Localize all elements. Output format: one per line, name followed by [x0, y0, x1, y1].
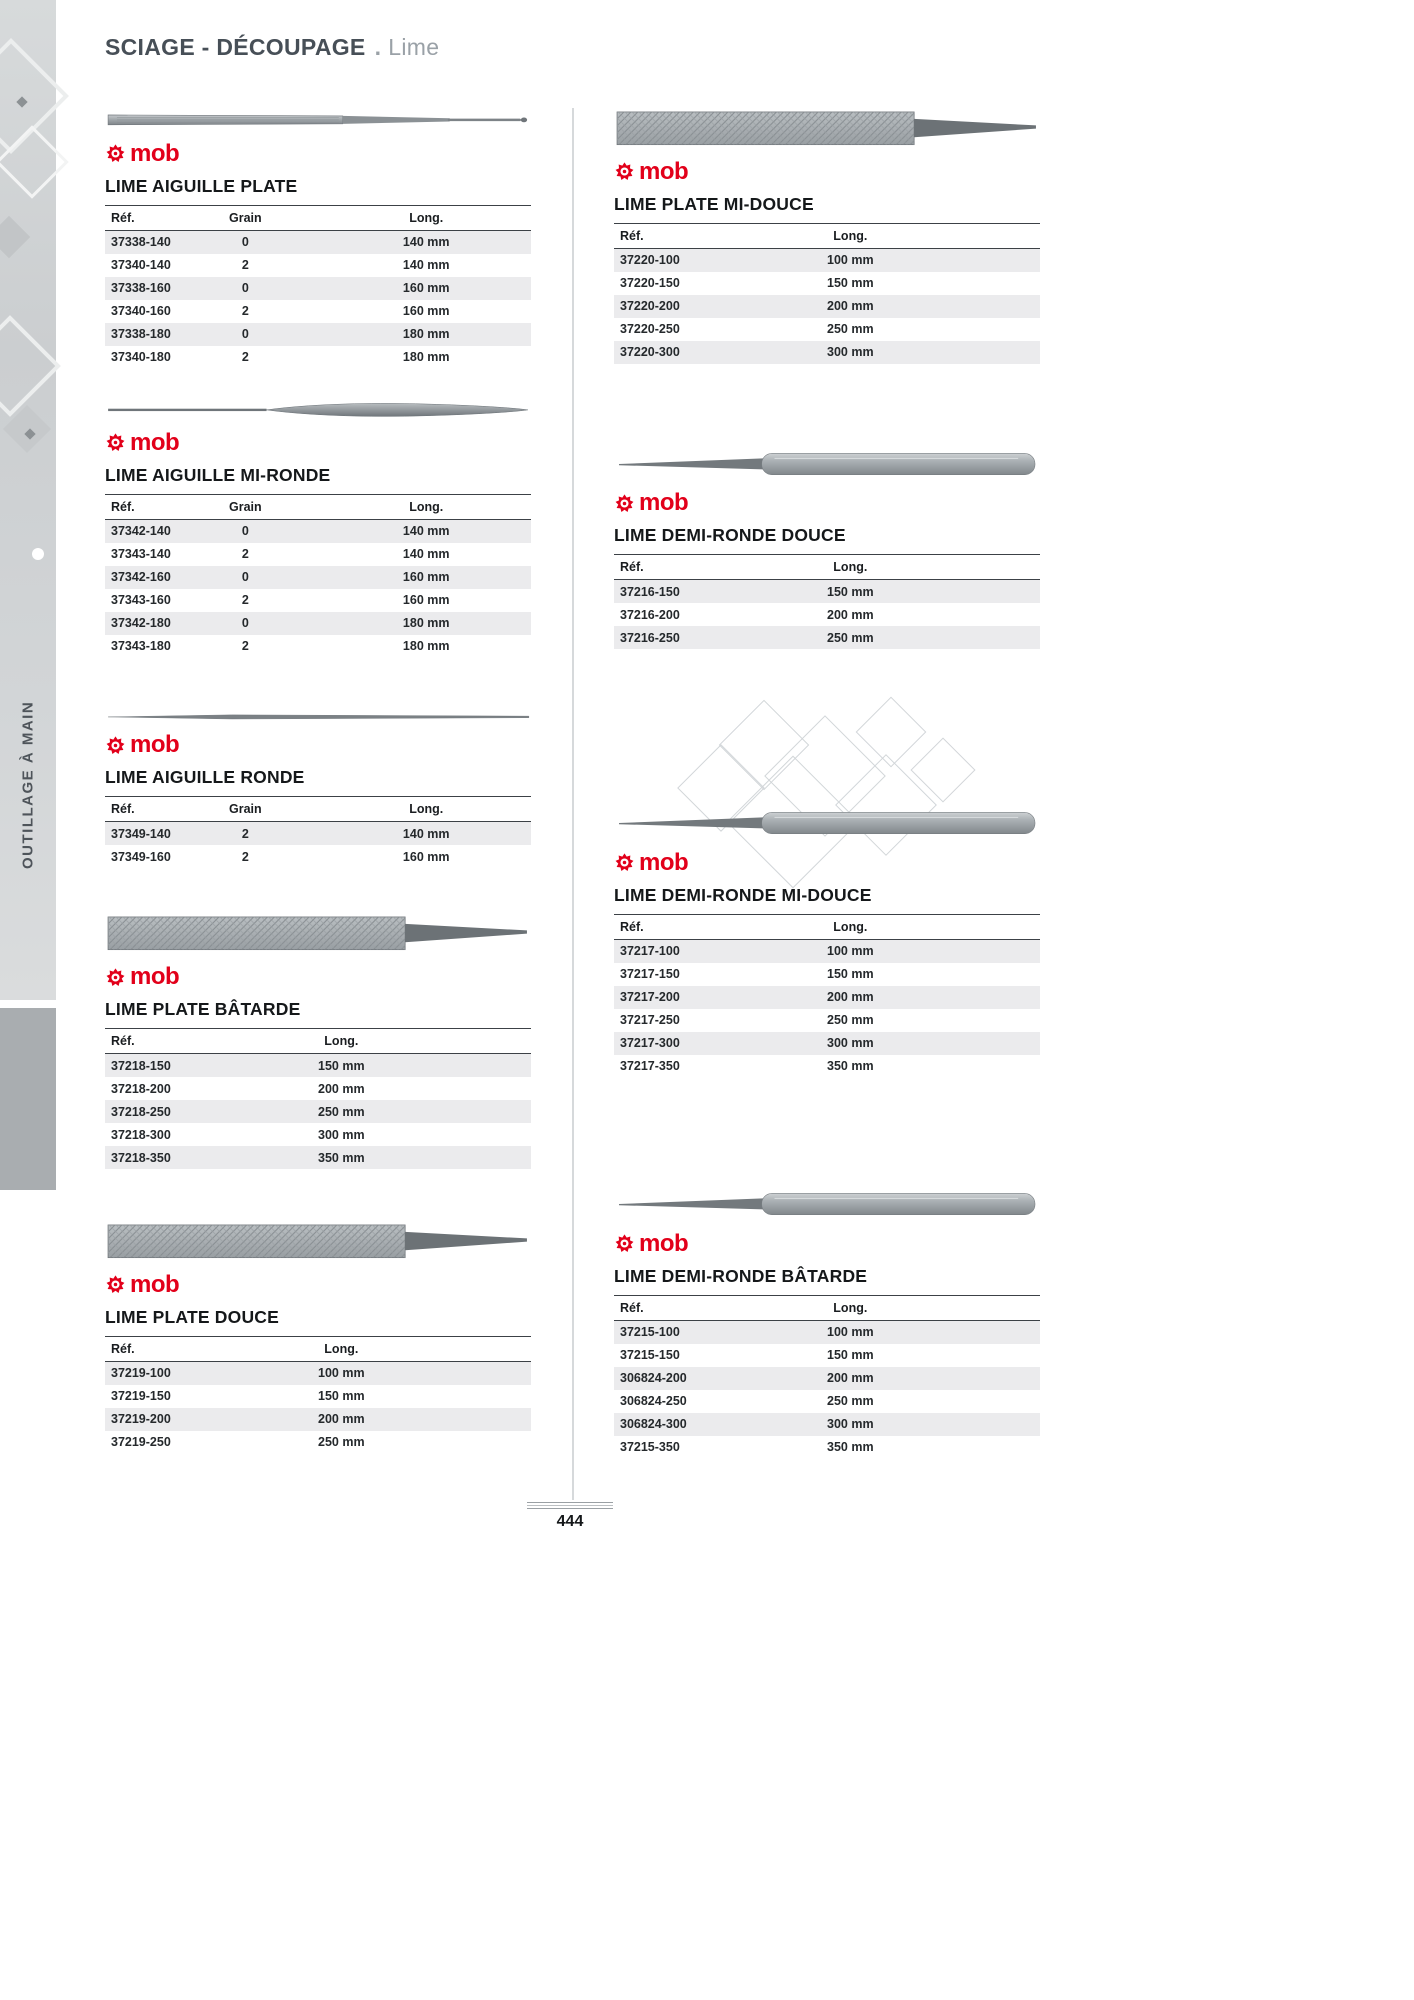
gear-icon — [614, 493, 635, 514]
product-section-left-2 — [105, 399, 531, 658]
table-row — [105, 589, 531, 612]
table-row — [614, 580, 1040, 604]
spec-table — [614, 1295, 1040, 1459]
length-cell: 100 mm — [827, 944, 874, 959]
length-cell: 200 mm — [827, 990, 874, 1005]
length-cell: 200 mm — [318, 1412, 365, 1427]
brand-name: mob — [639, 1229, 689, 1257]
product-image-wrap — [105, 399, 531, 421]
ref-cell: 37218-250 — [111, 1104, 171, 1119]
length-cell: 200 mm — [827, 299, 874, 314]
page-header — [105, 34, 439, 61]
product-image-flat-file — [105, 913, 531, 955]
table-row — [105, 845, 531, 868]
product-section-left-1 — [105, 108, 531, 369]
ref-cell: 37343-140 — [111, 547, 171, 562]
ref-cell: 37342-180 — [111, 616, 171, 631]
ref-cell: 37217-350 — [620, 1059, 680, 1074]
table-row — [105, 543, 531, 566]
length-cell: 100 mm — [318, 1366, 365, 1381]
column-header-grain: Grain — [203, 797, 287, 822]
length-cell: 300 mm — [318, 1127, 365, 1142]
ref-cell: 37342-160 — [111, 570, 171, 585]
table-row — [105, 1385, 531, 1408]
table-row — [105, 277, 531, 300]
circle-decor — [32, 548, 44, 560]
length-cell: 160 mm — [402, 304, 450, 319]
column-header-long: Long. — [754, 914, 1040, 939]
section-title: LIME AIGUILLE MI-RONDE — [105, 464, 331, 485]
ref-cell: 37218-350 — [111, 1150, 171, 1165]
column-header-long: Long. — [754, 555, 1040, 580]
ref-cell: 306824-250 — [620, 1394, 687, 1409]
ref-cell: 37220-300 — [620, 345, 680, 360]
gear-icon — [105, 143, 126, 164]
table-row — [105, 1123, 531, 1146]
page-number: 444 — [556, 1513, 584, 1530]
gear-icon — [105, 1274, 126, 1295]
gear-icon — [614, 852, 635, 873]
gear-icon — [105, 967, 126, 988]
table-row — [614, 603, 1040, 626]
mob-logo — [105, 428, 531, 456]
table-header-row — [105, 494, 531, 519]
table-row — [105, 346, 531, 369]
table-row — [105, 519, 531, 543]
ref-cell: 37343-180 — [111, 639, 171, 654]
footer-lines-decor — [527, 1502, 613, 1509]
product-image-needle-half-round — [105, 399, 531, 421]
spec-table — [105, 1336, 531, 1454]
ref-cell: 37218-200 — [111, 1081, 171, 1096]
mob-logo — [614, 848, 1040, 876]
ref-cell: 37220-200 — [620, 299, 680, 314]
length-cell: 180 mm — [402, 327, 450, 342]
length-cell: 350 mm — [827, 1059, 874, 1074]
table-header-row — [105, 1336, 531, 1361]
section-title: LIME AIGUILLE PLATE — [105, 175, 298, 196]
length-cell: 250 mm — [318, 1104, 365, 1119]
length-cell: 300 mm — [827, 345, 874, 360]
column-header-ref: Réf. — [105, 797, 203, 822]
column-header-long: Long. — [245, 1336, 531, 1361]
mob-logo — [105, 733, 531, 757]
length-cell: 300 mm — [827, 1036, 874, 1051]
grain-cell: 0 — [241, 524, 249, 539]
table-row — [614, 1055, 1040, 1078]
spec-table — [105, 796, 531, 868]
brand-name: mob — [130, 731, 180, 759]
column-header-ref: Réf. — [105, 205, 203, 230]
column-header-long: Long. — [287, 797, 531, 822]
length-cell: 250 mm — [827, 322, 874, 337]
table-row — [614, 626, 1040, 649]
spec-table — [614, 914, 1040, 1078]
column-header-grain: Grain — [203, 205, 287, 230]
table-row — [105, 635, 531, 658]
ref-cell: 37340-160 — [111, 304, 171, 319]
column-header-ref: Réf. — [105, 494, 203, 519]
length-cell: 250 mm — [318, 1435, 365, 1450]
table-row — [614, 248, 1040, 272]
length-cell: 150 mm — [827, 1348, 874, 1363]
grain-cell: 0 — [241, 570, 249, 585]
ref-cell: 37215-350 — [620, 1440, 680, 1455]
product-section-right-2 — [614, 446, 1040, 650]
table-row — [614, 1320, 1040, 1344]
product-section-right-1 — [614, 108, 1040, 364]
brand-name: mob — [130, 428, 180, 456]
section-title: LIME AIGUILLE RONDE — [105, 767, 305, 788]
column-header-ref: Réf. — [614, 555, 754, 580]
length-cell: 250 mm — [827, 1013, 874, 1028]
table-row — [105, 1431, 531, 1454]
ref-cell: 37338-160 — [111, 281, 171, 296]
product-image-half-round-file — [614, 1186, 1040, 1222]
page-subtitle: Lime — [388, 34, 440, 60]
page-footer — [495, 1502, 645, 1531]
grain-cell: 2 — [241, 258, 249, 273]
column-header-long: Long. — [245, 1029, 531, 1054]
length-cell: 200 mm — [827, 1371, 874, 1386]
table-header-row — [614, 223, 1040, 248]
length-cell: 200 mm — [827, 607, 874, 622]
table-row — [105, 323, 531, 346]
mob-logo — [105, 965, 531, 989]
table-row — [614, 963, 1040, 986]
ref-cell: 37219-200 — [111, 1412, 171, 1427]
ref-cell: 37220-250 — [620, 322, 680, 337]
table-row — [614, 1032, 1040, 1055]
table-row — [614, 295, 1040, 318]
mob-logo — [614, 491, 1040, 515]
length-cell: 350 mm — [827, 1440, 874, 1455]
ref-cell: 37216-150 — [620, 584, 680, 599]
length-cell: 150 mm — [827, 584, 874, 599]
product-section-left-4 — [105, 913, 531, 1169]
mob-logo — [614, 1229, 1040, 1257]
brand-name: mob — [130, 963, 180, 990]
length-cell: 200 mm — [318, 1081, 365, 1096]
section-title: LIME DEMI-RONDE DOUCE — [614, 525, 846, 546]
ref-cell: 37215-150 — [620, 1348, 680, 1363]
table-row — [105, 1054, 531, 1078]
column-header-ref: Réf. — [105, 1336, 245, 1361]
table-row — [105, 612, 531, 635]
ref-cell: 37216-250 — [620, 630, 680, 645]
column-header-ref: Réf. — [614, 223, 754, 248]
length-cell: 160 mm — [402, 593, 450, 608]
mob-logo — [105, 1270, 531, 1298]
section-title: LIME PLATE MI-DOUCE — [614, 193, 814, 214]
table-row — [614, 1009, 1040, 1032]
product-image-needle-flat — [105, 108, 531, 132]
length-cell: 150 mm — [318, 1058, 365, 1073]
table-header-row — [105, 205, 531, 230]
brand-name: mob — [130, 1270, 180, 1298]
table-row — [614, 341, 1040, 364]
length-cell: 140 mm — [402, 524, 450, 539]
table-row — [614, 1367, 1040, 1390]
product-image-flat-file — [105, 1221, 531, 1263]
mob-logo — [105, 139, 531, 167]
column-header-long: Long. — [754, 1295, 1040, 1320]
left-column — [105, 108, 531, 1500]
length-cell: 140 mm — [402, 826, 450, 841]
length-cell: 150 mm — [827, 276, 874, 291]
table-row — [105, 1077, 531, 1100]
table-row — [105, 1408, 531, 1431]
table-row — [105, 254, 531, 277]
column-header-ref: Réf. — [105, 1029, 245, 1054]
ref-cell: 37217-150 — [620, 967, 680, 982]
grain-cell: 2 — [241, 547, 249, 562]
grain-cell: 2 — [241, 849, 249, 864]
column-header-ref: Réf. — [614, 1295, 754, 1320]
product-image-wrap — [614, 805, 1040, 841]
brand-name: mob — [130, 139, 180, 167]
section-title: LIME DEMI-RONDE BÂTARDE — [614, 1265, 868, 1286]
product-image-wrap — [105, 913, 531, 955]
product-image-wrap — [614, 446, 1040, 482]
product-section-left-5 — [105, 1221, 531, 1454]
table-row — [614, 272, 1040, 295]
product-image-wrap — [105, 1221, 531, 1263]
grain-cell: 2 — [241, 593, 249, 608]
gear-icon — [105, 432, 126, 453]
product-image-flat-file — [614, 108, 1040, 150]
product-image-half-round-file — [614, 805, 1040, 841]
table-row — [105, 566, 531, 589]
column-header-long: Long. — [287, 205, 531, 230]
spec-table — [105, 1028, 531, 1169]
ref-cell: 37217-200 — [620, 990, 680, 1005]
ref-cell: 37220-150 — [620, 276, 680, 291]
ref-cell: 37338-180 — [111, 327, 171, 342]
length-cell: 100 mm — [827, 253, 874, 268]
product-image-half-round-file — [614, 446, 1040, 482]
ref-cell: 37217-250 — [620, 1013, 680, 1028]
length-cell: 180 mm — [402, 639, 450, 654]
length-cell: 140 mm — [402, 547, 450, 562]
table-row — [614, 1413, 1040, 1436]
product-section-right-3 — [614, 705, 1040, 1078]
table-row — [614, 1436, 1040, 1459]
grain-cell: 0 — [241, 281, 249, 296]
table-header-row — [614, 1295, 1040, 1320]
category-vertical-label: OUTILLAGE À MAIN — [19, 700, 37, 870]
table-row — [105, 1100, 531, 1123]
ref-cell: 306824-300 — [620, 1417, 687, 1432]
ref-cell: 306824-200 — [620, 1371, 687, 1386]
ref-cell: 37342-140 — [111, 524, 171, 539]
spec-table — [105, 205, 531, 369]
section-title: LIME PLATE BÂTARDE — [105, 999, 301, 1019]
page-title: SCIAGE - DÉCOUPAGE — [105, 34, 366, 60]
product-image-wrap — [614, 108, 1040, 150]
gear-icon — [614, 1233, 635, 1254]
brand-name: mob — [639, 848, 689, 876]
length-cell: 350 mm — [318, 1150, 365, 1165]
length-cell: 180 mm — [402, 616, 450, 631]
ref-cell: 37220-100 — [620, 253, 680, 268]
brand-name: mob — [639, 489, 689, 517]
ref-cell: 37219-250 — [111, 1435, 171, 1450]
column-header-grain: Grain — [203, 494, 287, 519]
content — [105, 108, 1040, 1500]
column-header-long: Long. — [287, 494, 531, 519]
product-image-wrap — [105, 710, 531, 724]
ref-cell: 37343-160 — [111, 593, 171, 608]
length-cell: 300 mm — [827, 1417, 874, 1432]
product-section-left-3 — [105, 710, 531, 869]
spec-table — [614, 223, 1040, 364]
length-cell: 160 mm — [402, 570, 450, 585]
length-cell: 250 mm — [827, 630, 874, 645]
product-image-wrap — [105, 108, 531, 132]
brand-name: mob — [639, 157, 689, 185]
length-cell: 100 mm — [827, 1325, 874, 1340]
grain-cell: 2 — [241, 350, 249, 365]
ref-cell: 37338-140 — [111, 235, 171, 250]
header-separator: . — [374, 34, 382, 60]
grain-cell: 2 — [241, 826, 249, 841]
product-section-right-4 — [614, 1186, 1040, 1459]
length-cell: 250 mm — [827, 1394, 874, 1409]
grain-cell: 0 — [241, 616, 249, 631]
grain-cell: 2 — [241, 639, 249, 654]
ref-cell: 37219-150 — [111, 1389, 171, 1404]
ref-cell: 37216-200 — [620, 607, 680, 622]
length-cell: 150 mm — [318, 1389, 365, 1404]
ref-cell: 37349-160 — [111, 849, 171, 864]
table-row — [105, 1361, 531, 1385]
grain-cell: 2 — [241, 304, 249, 319]
ref-cell: 37217-300 — [620, 1036, 680, 1051]
table-row — [105, 822, 531, 846]
length-cell: 140 mm — [402, 235, 450, 250]
table-row — [105, 300, 531, 323]
grain-cell: 0 — [241, 327, 249, 342]
table-row — [614, 986, 1040, 1009]
spec-table — [614, 554, 1040, 649]
product-image-needle-round — [105, 710, 531, 724]
length-cell: 160 mm — [402, 849, 450, 864]
gear-icon — [105, 735, 126, 756]
table-row — [614, 1390, 1040, 1413]
ref-cell: 37340-140 — [111, 258, 171, 273]
section-title: LIME PLATE DOUCE — [105, 1306, 279, 1327]
ref-cell: 37217-100 — [620, 944, 680, 959]
spec-table — [105, 494, 531, 658]
table-header-row — [105, 1029, 531, 1054]
table-header-row — [614, 914, 1040, 939]
ref-cell: 37349-140 — [111, 826, 171, 841]
product-image-wrap — [614, 1186, 1040, 1222]
grain-cell: 0 — [241, 235, 249, 250]
table-row — [614, 939, 1040, 963]
column-divider — [572, 108, 574, 1500]
ref-cell: 37218-150 — [111, 1058, 171, 1073]
table-row — [614, 1344, 1040, 1367]
table-header-row — [105, 797, 531, 822]
table-row — [614, 318, 1040, 341]
length-cell: 140 mm — [402, 258, 450, 273]
mob-logo — [614, 157, 1040, 185]
ref-cell: 37218-300 — [111, 1127, 171, 1142]
ref-cell: 37215-100 — [620, 1325, 680, 1340]
table-row — [105, 230, 531, 254]
section-title: LIME DEMI-RONDE MI-DOUCE — [614, 884, 872, 905]
ref-cell: 37340-180 — [111, 350, 171, 365]
length-cell: 160 mm — [402, 281, 450, 296]
column-header-long: Long. — [754, 223, 1040, 248]
sidebar-gray-block — [0, 1008, 56, 1190]
length-cell: 150 mm — [827, 967, 874, 982]
table-header-row — [614, 555, 1040, 580]
length-cell: 180 mm — [402, 350, 450, 365]
ref-cell: 37219-100 — [111, 1366, 171, 1381]
column-header-ref: Réf. — [614, 914, 754, 939]
gear-icon — [614, 161, 635, 182]
right-column — [614, 108, 1040, 1500]
table-row — [105, 1146, 531, 1169]
